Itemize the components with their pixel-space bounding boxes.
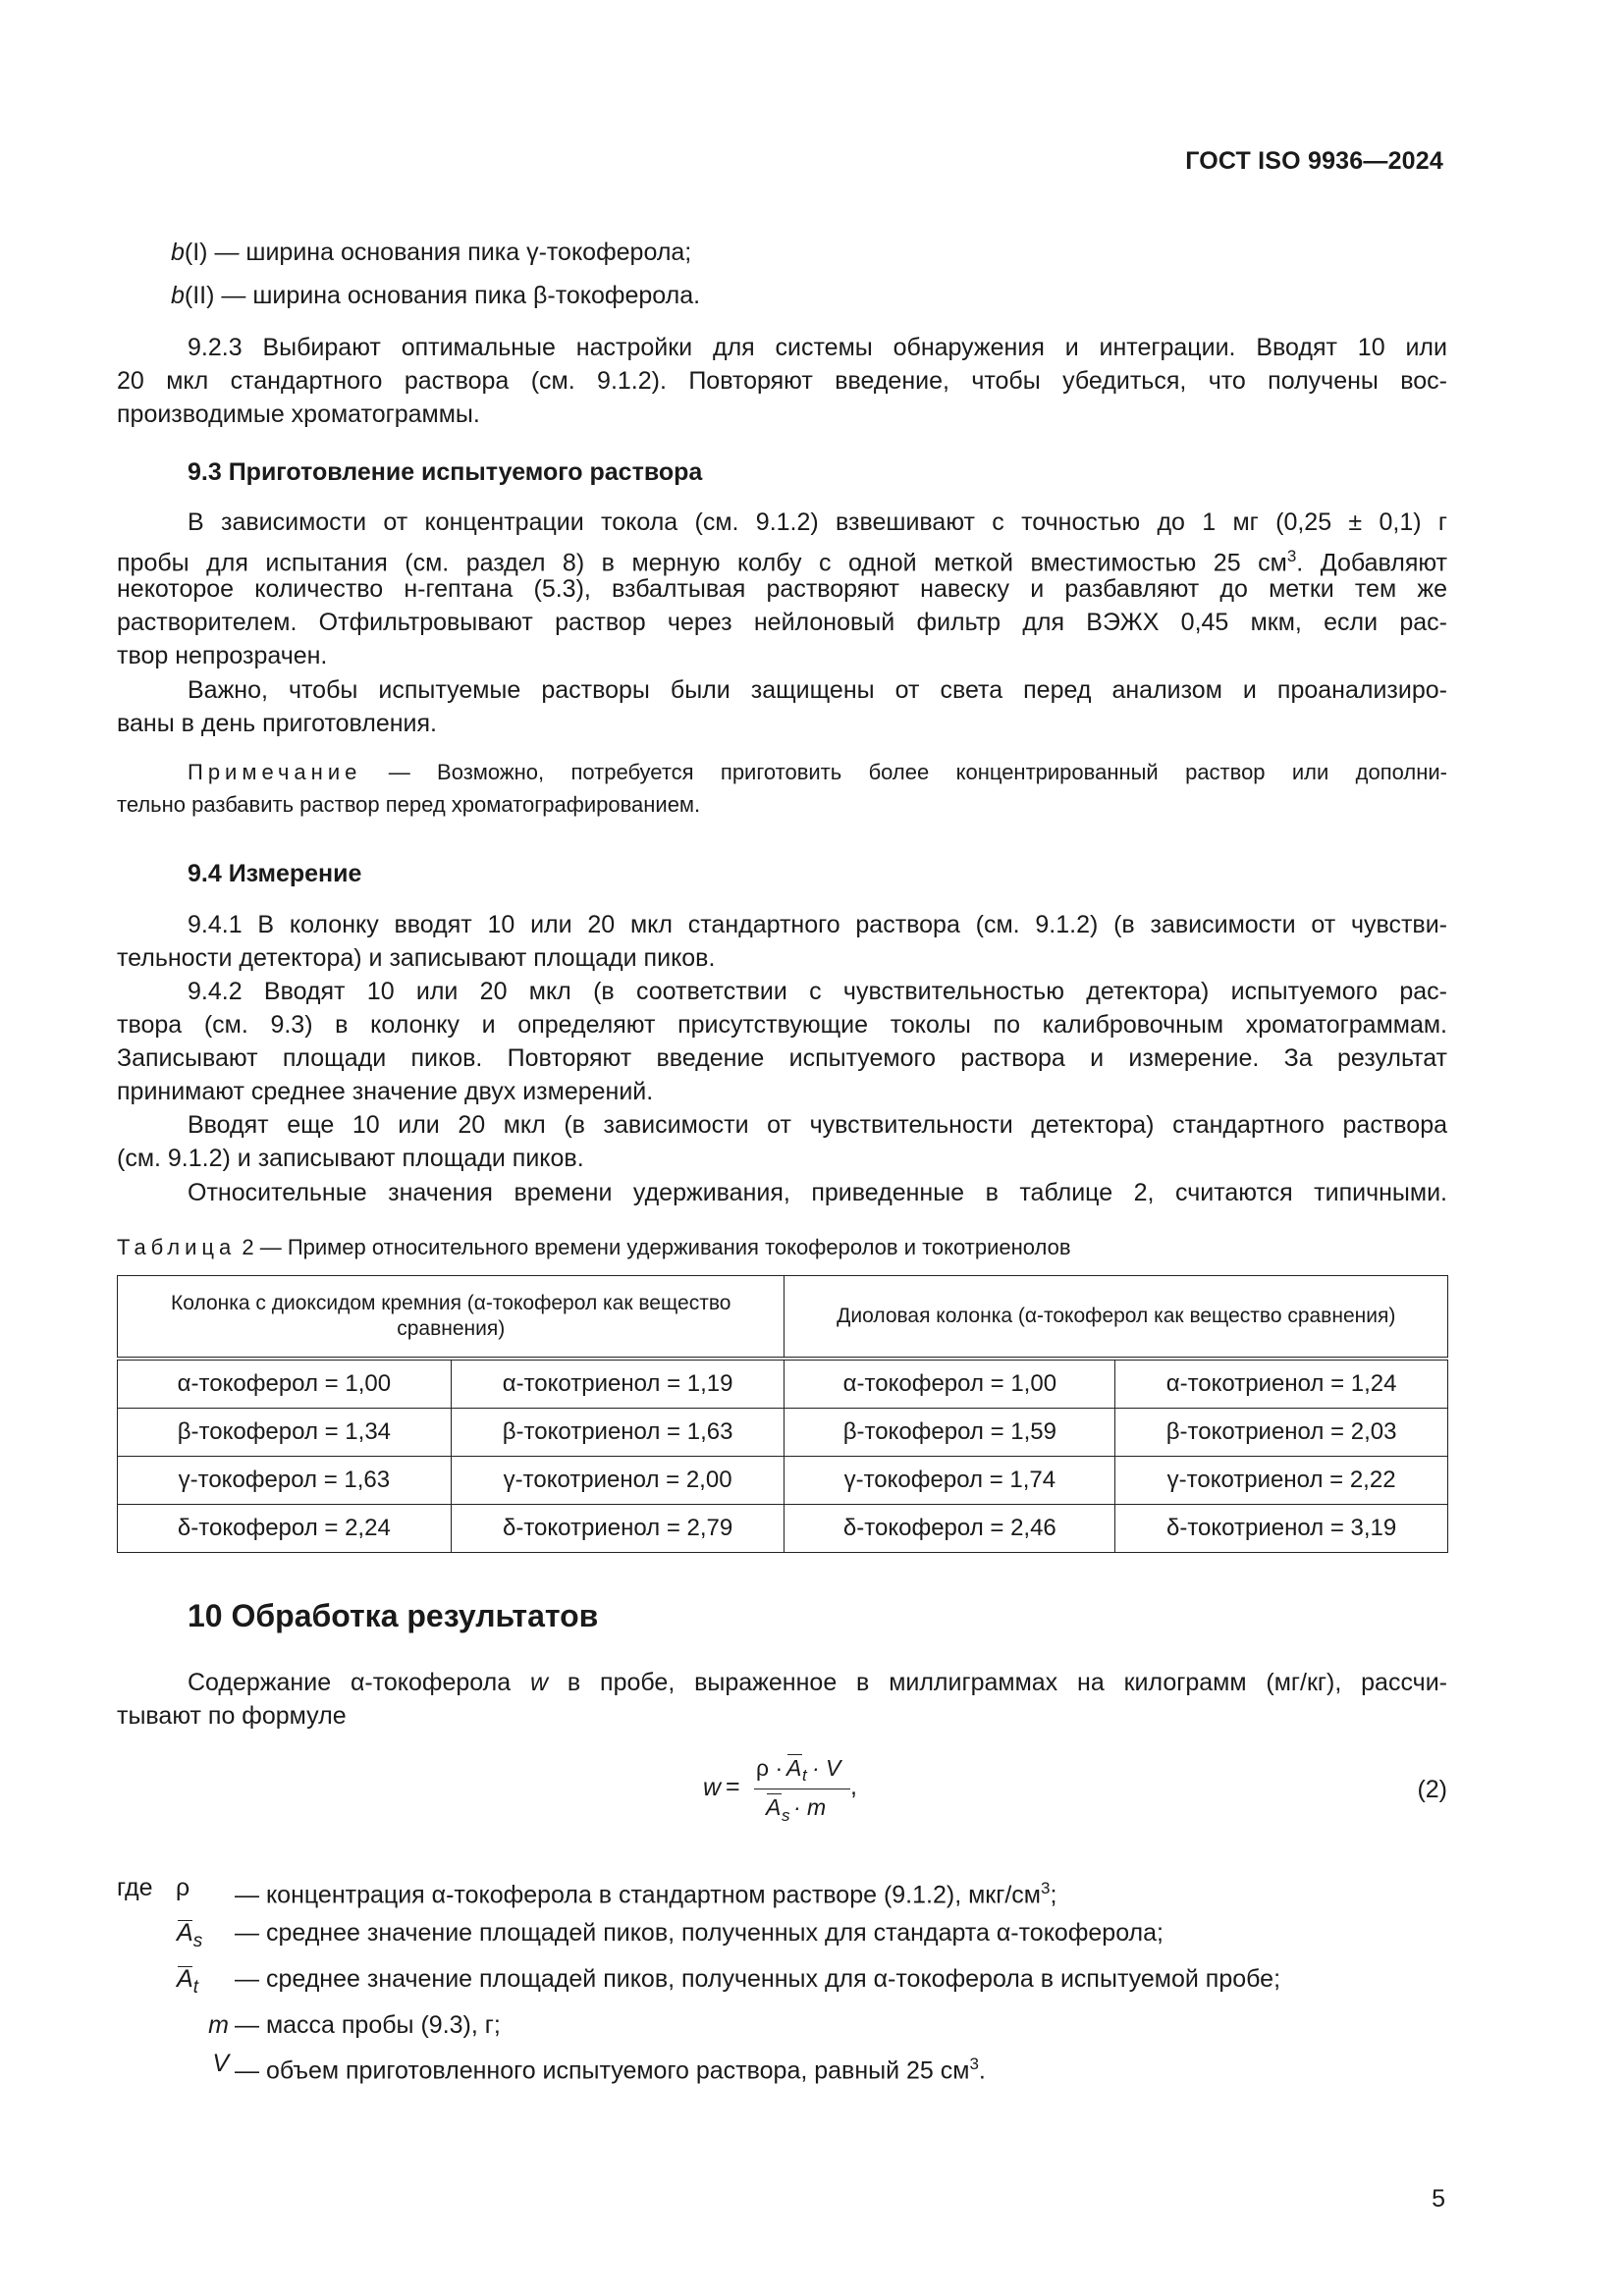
page-number: 5 (1432, 2185, 1445, 2213)
table-cell: α-токоферол = 1,00 (785, 1359, 1115, 1409)
list-item (117, 1960, 1280, 2006)
s94-p1-line2: тельности детектора) и записывают площади пиков. (117, 944, 716, 972)
table-cell: α-токотриенол = 1,19 (451, 1359, 785, 1409)
table-cell: β-токотриенол = 1,63 (451, 1409, 785, 1457)
where-symbol: A (177, 1965, 193, 1994)
p923-line2: 20 мкл стандартного раствора (см. 9.1.2). Повторяют введение, чтобы убедиться, что получены вос- (117, 367, 1447, 395)
table2-header-diol: Диоловая колонка (α-токоферол как вещество сравнения) (785, 1276, 1448, 1360)
where-description (235, 2045, 1280, 2090)
table2 (117, 1275, 1448, 1553)
formula-2 (703, 1747, 880, 1836)
s93-p1-line2-sup: 3 (1286, 547, 1297, 565)
s94-p1-line1: 9.4.1 В колонку вводят 10 или 20 мкл стандартного раствора (см. 9.1.2) (в зависимости от чувстви- (188, 911, 1447, 938)
formula-num-A-sub: t (802, 1766, 807, 1785)
def-b1-arg: (I) (184, 239, 208, 266)
s94-p3-line2: (см. 9.1.2) и записывают площади пиков. (117, 1145, 584, 1172)
table-cell: δ-токоферол = 2,24 (118, 1505, 452, 1553)
s94-p2-line3: Записывают площади пиков. Повторяют введение испытуемого раствора и измерение. За результат (117, 1044, 1447, 1072)
def-b2-text: — ширина основания пика β-токоферола. (214, 282, 701, 309)
formula-num-tail: · V (812, 1755, 841, 1781)
table-cell: α-токотриенол = 1,24 (1115, 1359, 1448, 1409)
p923-line1: 9.2.3 Выбирают оптимальные настройки для системы обнаружения и интеграции. Вводят 10 или (188, 334, 1447, 361)
where-symbol-cell (176, 2045, 235, 2090)
where-tail: ; (1050, 1881, 1057, 1909)
table-cell: δ-токотриенол = 3,19 (1115, 1505, 1448, 1553)
table-row (118, 1359, 1448, 1409)
where-symbol: m (208, 2011, 229, 2040)
table-cell: γ-токотриенол = 2,22 (1115, 1457, 1448, 1505)
table2-caption-label: Таблица (117, 1235, 237, 1259)
def-b1-text: — ширина основания пика γ-токоферола; (207, 239, 692, 266)
table-cell: β-токотриенол = 2,03 (1115, 1409, 1448, 1457)
table2-caption-text: 2 — Пример относительного времени удерживания токоферолов и токотриенолов (236, 1235, 1071, 1259)
s93-p2-line2: ваны в день приготовления. (117, 710, 437, 737)
s93-p1-line4: растворителем. Отфильтровывают раствор через нейлоновый фильтр для ВЭЖХ 0,45 мкм, если рас- (117, 609, 1447, 636)
formula-num-A: A (786, 1755, 802, 1781)
s93-p1-line1: В зависимости от концентрации токола (см. 9.1.2) взвешивают с точностью до 1 мг (0,25 ± 0,1) г (188, 508, 1447, 536)
where-description: — масса пробы (9.3), г; (235, 2011, 501, 2040)
where-text: — концентрация α-токоферола в стандартном растворе (9.1.2), мкг/см (235, 1881, 1041, 1909)
s10-p1-var-w: w (530, 1669, 549, 1696)
table-cell: δ-токоферол = 2,46 (785, 1505, 1115, 1553)
table2-header-row (118, 1276, 1448, 1360)
where-sup: 3 (1040, 1879, 1051, 1897)
where-spacer (117, 1914, 176, 1960)
s94-p2-line2: твора (см. 9.3) в колонку и определяют присутствующие токолы по калибровочным хроматограммам. (117, 1011, 1447, 1039)
formula-number: (2) (1417, 1776, 1447, 1803)
where-tail: . (978, 2056, 986, 2085)
s10-p1-text-a: Содержание α-токоферола (188, 1669, 530, 1696)
where-symbol: V (212, 2050, 229, 2078)
s94-p2-line1: 9.4.2 Вводят 10 или 20 мкл (в соответствии с чувствительностью детектора) испытуемого рас- (188, 978, 1447, 1005)
def-b2 (171, 279, 700, 313)
table-cell: β-токоферол = 1,59 (785, 1409, 1115, 1457)
note-text: — Возможно, потребуется приготовить более концентрированный раствор или дополни- (361, 760, 1447, 784)
table-row (118, 1457, 1448, 1505)
where-symbol-cell (176, 2006, 235, 2045)
where-symbol-cell (176, 1960, 235, 2006)
list-item (117, 2045, 1280, 2090)
s10-p1-line2: тывают по формуле (117, 1702, 347, 1730)
s93-note-line1 (188, 756, 1447, 789)
table-cell: γ-токоферол = 1,63 (118, 1457, 452, 1505)
s94-p4: Относительные значения времени удерживания, приведенные в таблице 2, считаются типичными. (188, 1179, 1447, 1206)
overbar (787, 1754, 802, 1755)
where-text: — объем приготовленного испытуемого раствора, равный 25 см (235, 2056, 970, 2085)
s10-p1-line1 (188, 1666, 1447, 1700)
p923-line3: производимые хроматограммы. (117, 400, 480, 428)
where-list (117, 1869, 1280, 2091)
where-subscript: t (192, 1977, 198, 1999)
where-symbol-cell (176, 1914, 235, 1960)
where-sup: 3 (969, 2055, 979, 2074)
list-item (117, 1869, 1280, 1914)
list-item (117, 1914, 1280, 1960)
section-9-4-title: 9.4 Измерение (188, 860, 362, 887)
overbar (178, 1920, 192, 1921)
formula-den-tail: · m (793, 1794, 827, 1820)
where-word: где (117, 1874, 153, 1901)
where-description: — среднее значение площадей пиков, полученных для стандарта α-токоферола; (235, 1919, 1164, 1948)
table-row (118, 1409, 1448, 1457)
formula-num-rho: ρ · (756, 1755, 784, 1781)
table2-caption (117, 1231, 1071, 1264)
s93-p1-line2-tail: . Добавляют (1296, 549, 1448, 577)
where-symbol-cell (176, 1869, 235, 1914)
where-description: — среднее значение площадей пиков, полученных для α-токоферола в испытуемой пробе; (235, 1965, 1281, 1994)
where-spacer (117, 2045, 176, 2090)
where-symbol: ρ (176, 1874, 190, 1901)
s93-p1-line2-text: пробы для испытания (см. раздел 8) в мерную колбу с одной меткой вместимостью 25 см (117, 549, 1287, 577)
where-subscript: s (192, 1931, 203, 1952)
formula-comma: , (850, 1773, 857, 1800)
table2-header-silica: Колонка с диоксидом кремния (α-токоферол как вещество сравнения) (118, 1276, 785, 1360)
section-9-3-title: 9.3 Приготовление испытуемого раствора (188, 458, 703, 486)
s94-p2-line4: принимают среднее значение двух измерений. (117, 1078, 654, 1105)
table-cell: β-токоферол = 1,34 (118, 1409, 452, 1457)
s93-note-line2: тельно разбавить раствор перед хроматографированием. (117, 792, 701, 817)
where-spacer (117, 2006, 176, 2045)
def-b2-arg: (II) (184, 282, 215, 309)
table-cell: α-токоферол = 1,00 (118, 1359, 452, 1409)
overbar (767, 1793, 782, 1794)
table-row (118, 1505, 1448, 1553)
where-description (235, 1869, 1280, 1914)
formula-den-A: A (766, 1794, 782, 1820)
s93-p1-line5: твор непрозрачен. (117, 642, 328, 669)
s93-p1-line3: некоторое количество н-гептана (5.3), взбалтывая растворяют навеску и разбавляют до метки тем же (117, 575, 1447, 603)
table-cell: γ-токоферол = 1,74 (785, 1457, 1115, 1505)
s93-p2-line1: Важно, чтобы испытуемые растворы были защищены от света перед анализом и проанализиро- (188, 676, 1447, 704)
where-symbol: A (177, 1919, 193, 1948)
formula-den-A-sub: s (782, 1806, 790, 1825)
s94-p3-line1: Вводят еще 10 или 20 мкл (в зависимости от чувствительности детектора) стандартного раствора (188, 1111, 1447, 1139)
list-item (117, 2006, 1280, 2045)
standard-header: ГОСТ ISO 9936—2024 (1185, 147, 1443, 175)
table-cell: δ-токотриенол = 2,79 (451, 1505, 785, 1553)
formula-lhs: w (703, 1774, 722, 1801)
def-b1-symbol: b (171, 239, 185, 266)
s10-p1-text-b: в пробе, выраженное в миллиграммах на килограмм (мг/кг), рассчи- (548, 1669, 1447, 1696)
formula-equals: = (726, 1773, 740, 1800)
def-b1 (171, 236, 691, 270)
section-10-title: 10 Обработка результатов (188, 1598, 599, 1633)
where-spacer (117, 1960, 176, 2006)
overbar (178, 1966, 192, 1967)
table-cell: γ-токотриенол = 2,00 (451, 1457, 785, 1505)
note-label: Примечание (188, 760, 362, 784)
def-b2-symbol: b (171, 282, 185, 309)
